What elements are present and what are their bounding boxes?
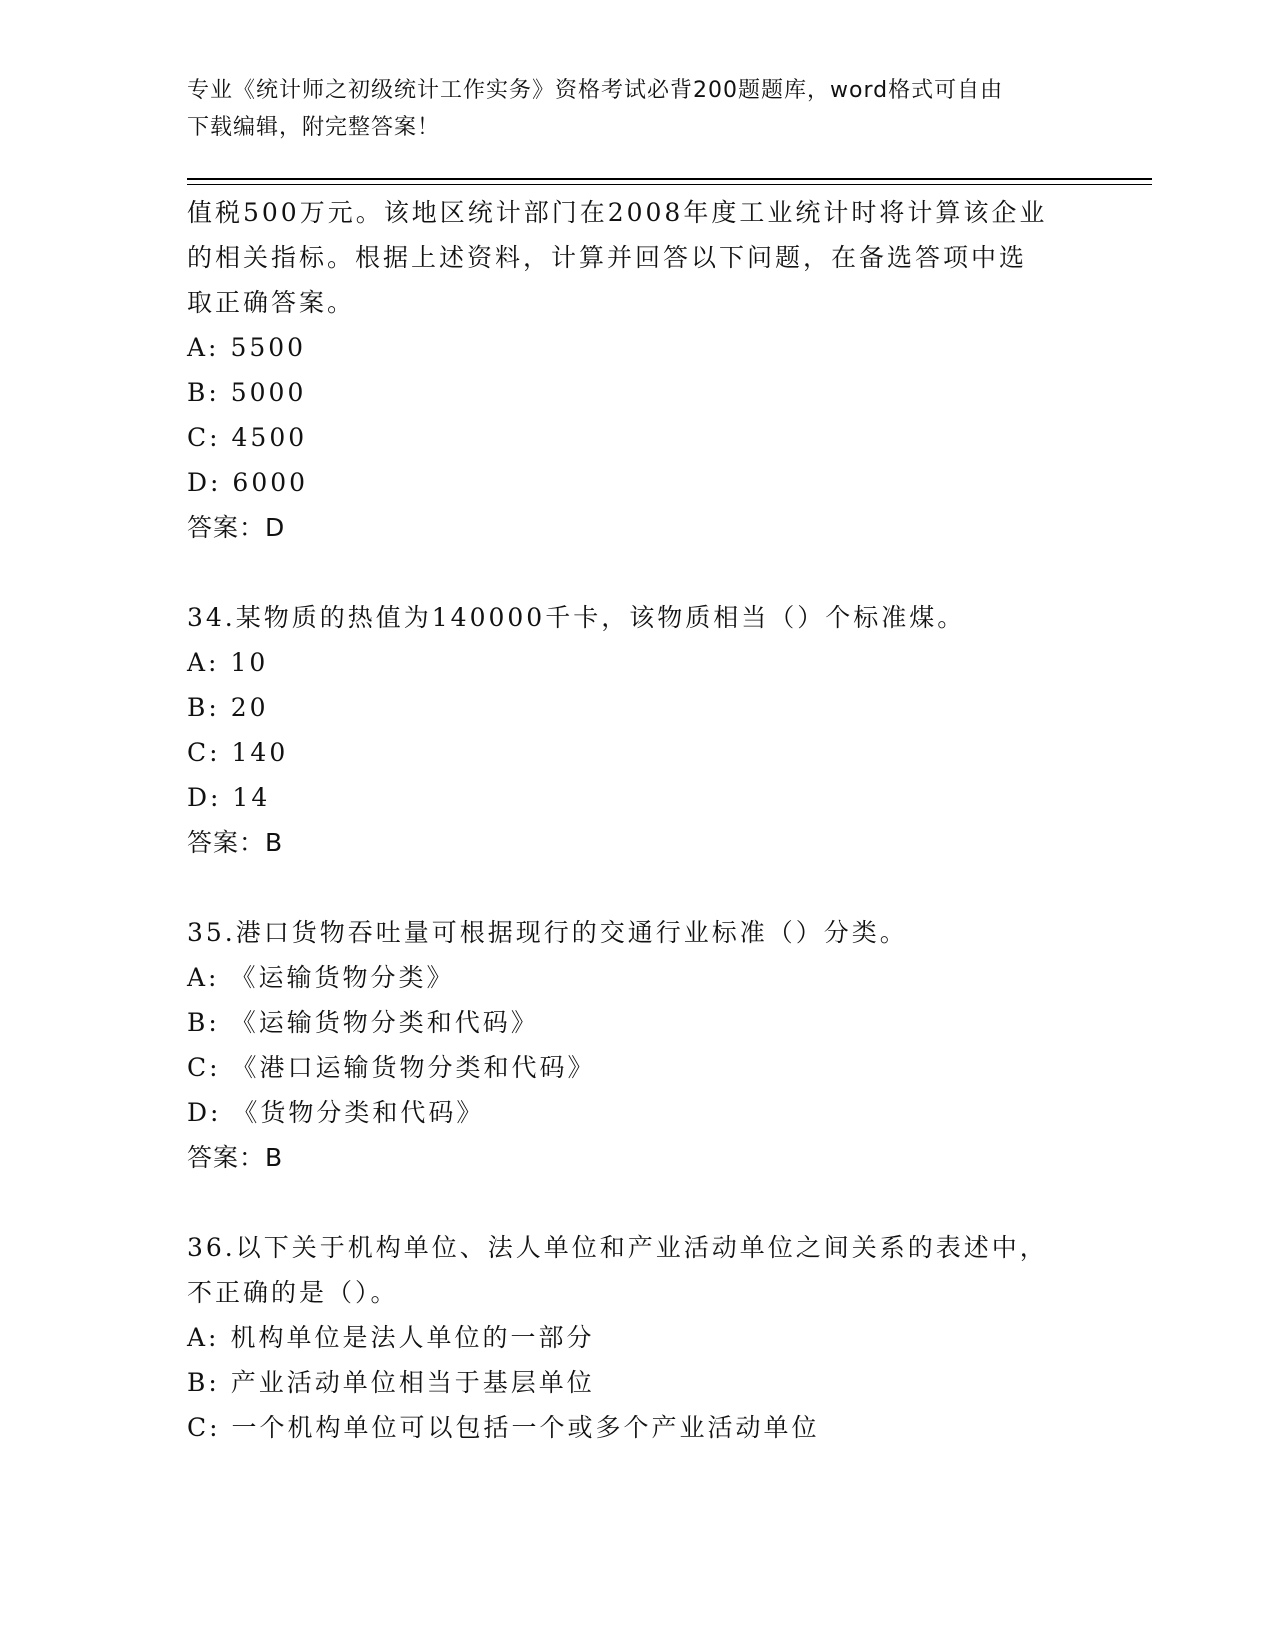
header-line-2: 下载编辑，附完整答案！ (187, 115, 441, 140)
option-a (187, 640, 1087, 685)
question-text-line: 值税500万元。该地区统计部门在2008年度工业统计时将计算该企业 (187, 198, 1048, 227)
option-label: D: (187, 468, 222, 497)
option-d (187, 1090, 1087, 1135)
option-label: B: (187, 1368, 220, 1397)
option-label: D: (187, 1098, 222, 1127)
document-header (187, 72, 1067, 146)
option-label: A: (187, 1323, 220, 1352)
option-label: B: (187, 1008, 220, 1037)
option-text: 《运输货物分类》 (230, 963, 455, 992)
option-label: A: (187, 333, 220, 362)
option-label: C: (187, 1413, 221, 1442)
option-text: 14 (232, 783, 271, 812)
option-b (187, 1360, 1087, 1405)
answer-line: 答案：B (187, 828, 284, 857)
option-text: 5500 (230, 333, 307, 362)
option-text: 机构单位是法人单位的一部分 (230, 1323, 595, 1352)
option-text: 4500 (231, 423, 308, 452)
option-label: A: (187, 963, 220, 992)
option-label: B: (187, 693, 220, 722)
option-c (187, 730, 1087, 775)
option-label: C: (187, 423, 221, 452)
question-33-continuation (187, 190, 1087, 550)
option-a (187, 325, 1087, 370)
option-b (187, 370, 1087, 415)
option-d (187, 775, 1087, 820)
header-line-1: 专业《统计师之初级统计工作实务》资格考试必背200题题库，word格式可自由 (187, 78, 1004, 103)
option-text: 20 (230, 693, 269, 722)
option-text: 《港口运输货物分类和代码》 (231, 1053, 596, 1082)
option-c (187, 415, 1087, 460)
spacer (187, 1180, 1087, 1225)
question-text-line: 35.港口货物吞吐量可根据现行的交通行业标准（）分类。 (187, 918, 908, 947)
question-text-line: 34.某物质的热值为140000千卡，该物质相当（）个标准煤。 (187, 603, 966, 632)
question-list (187, 190, 1087, 1450)
option-label: C: (187, 738, 221, 767)
answer-line: 答案：D (187, 513, 286, 542)
option-c (187, 1045, 1087, 1090)
option-text: 5000 (230, 378, 307, 407)
question-text-line: 取正确答案。 (187, 288, 356, 317)
option-b (187, 1000, 1087, 1045)
option-d (187, 460, 1087, 505)
spacer (187, 865, 1087, 910)
option-label: C: (187, 1053, 221, 1082)
option-a (187, 955, 1087, 1000)
header-divider-thick (187, 178, 1152, 180)
option-text: 6000 (232, 468, 309, 497)
option-label: A: (187, 648, 220, 677)
option-text: 《运输货物分类和代码》 (230, 1008, 539, 1037)
option-label: D: (187, 783, 222, 812)
option-b (187, 685, 1087, 730)
option-c (187, 1405, 1087, 1450)
question-34 (187, 595, 1087, 865)
option-a (187, 1315, 1087, 1360)
spacer (187, 550, 1087, 595)
option-text: 140 (231, 738, 289, 767)
question-text-line: 不正确的是（）。 (187, 1278, 399, 1307)
answer-line: 答案：B (187, 1143, 284, 1172)
option-text: 《货物分类和代码》 (232, 1098, 485, 1127)
option-label: B: (187, 378, 220, 407)
question-36 (187, 1225, 1087, 1450)
question-text-line: 的相关指标。根据上述资料，计算并回答以下问题，在备选答项中选 (187, 243, 1028, 272)
question-35 (187, 910, 1087, 1180)
header-divider-thin (187, 184, 1152, 185)
option-text: 产业活动单位相当于基层单位 (230, 1368, 595, 1397)
option-text: 10 (230, 648, 269, 677)
question-text-line: 36.以下关于机构单位、法人单位和产业活动单位之间关系的表述中， (187, 1233, 1048, 1262)
option-text: 一个机构单位可以包括一个或多个产业活动单位 (231, 1413, 820, 1442)
